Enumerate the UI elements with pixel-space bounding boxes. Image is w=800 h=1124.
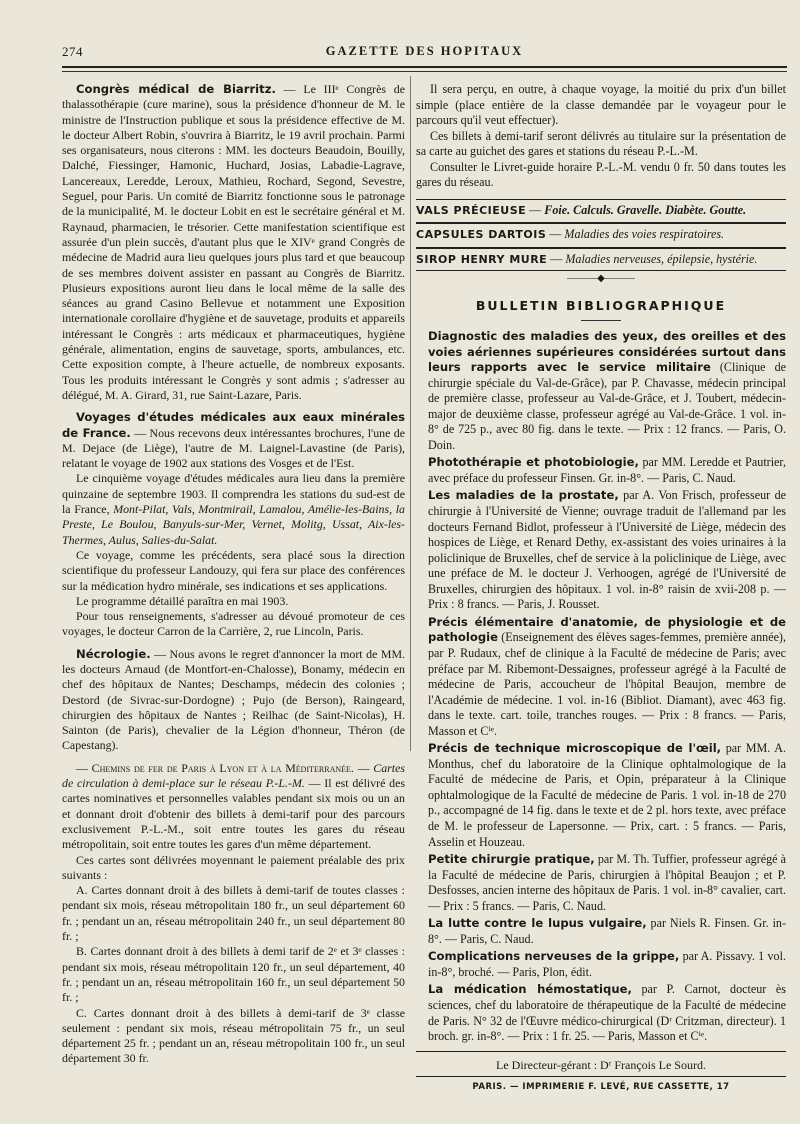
paragraph: B. Cartes donnant droit à des billets à demi tarif de 2ᵉ et 3ᵉ classes : pendant six mois, réseau métropolitain 120 fr., un seul département, 40 fr. ; pendant un an, réseau métropolitain 160 fr., un seul département 50 fr. ;	[62, 944, 405, 1005]
ad-rule	[416, 199, 786, 200]
bibliography-entry: Précis de technique microscopique de l'œil, par MM. A. Monthus, chef du laboratoire de la Clinique ophtalmologique de la Faculté de médecine de Paris, et Opin, préparateur à la Clinique ophtalmologique de la Faculté de médecine de Paris. 1 vol. in-18 de 270 p., accompagné de 14 fig. dans le texte et de 2 pl. hors texte, avec préface de M. le professeur de Lapersonne. — Prix, cart. : 5 francs. — Paris, Asselin et Houzeau.	[428, 741, 786, 849]
ad-rule	[416, 270, 786, 271]
right-column	[416, 82, 786, 1096]
ad-rule	[416, 222, 786, 224]
paragraph: Il sera perçu, en outre, à chaque voyage, la moitié du prix d'un billet simple (place entière de la classe demandée par le voyageur pour le parcours qu'il veut effectuer).	[416, 82, 786, 128]
paragraph: Pour tous renseignements, s'adresser au dévoué promoteur de ces voyages, le docteur Carron de la Carrière, 2, rue Lincoln, Paris.	[62, 609, 405, 639]
news-item-necrologie: Nécrologie. — Nous avons le regret d'annoncer la mort de MM. les docteurs Arnaud (de Montfort-en-Chalosse), Bonamy, médecin en chef des hôpitaux de Nantes; Deschamps, médecin des colonies ; Destord (de Sivrac-sur-Dordogne) ; Pujo (de Berson), Raingeard, chirurgien des hôpitaux de Nantes ; Reilhac (de Saint-Nicolas), H. Sainton (de Paris), chevalier de la Légion d'honneur, Théron (de Capestang).	[62, 646, 405, 753]
header-rule	[62, 66, 787, 68]
bibliography-entry: Les maladies de la prostate, par A. Von Frisch, professeur de chirurgie à l'Université de Vienne; ouvrage traduit de l'allemand par les docteurs Fernand Bidlot, professeur à l'Université de Liège, médecin des hospices de Liège, et Renard Dethy, ex-assistant des voies urinaires à la policlinique de Bruxelles, chef de service à la policlinique de Liège, avec une préface de M. le docteur J. Verhoogen, agrégé de l'Université de Bruxelles, chirurgien des hôpitaux. 1 vol. in-8° raisin de xvii-208 p. — Prix : 8 francs. — Paris, J. Rousset.	[428, 488, 787, 612]
footer-rule	[416, 1076, 786, 1077]
section-title: BULLETIN BIBLIOGRAPHIQUE	[475, 298, 727, 314]
ad-capsules: CAPSULES DARTOIS — Maladies des voies respiratoires.	[416, 227, 725, 242]
column-divider	[410, 76, 411, 751]
paragraph: Ces billets à demi-tarif seront délivrés au titulaire sur la présentation de sa carte au guichet des gares et stations du réseau P.-L.-M.	[416, 128, 786, 159]
bibliography-entry: Précis élémentaire d'anatomie, de physiologie et de pathologie (Enseignement des élèves sages-femmes, première année), par P. Rudaux, chef de clinique à la Faculté de médecine de Paris; avec préface par M. Ribemont-Dessaignes, professeur agrégé à la Faculté de médecine de Paris, accoucheur de l'hôpital Beaujon, membre de l'Académie de médecine. 1 vol. in-16 (Bibliot. Diamant), avec 463 fig. dans le texte. cart. toile, tranches rouges. — Prix : 8 francs. — Paris, Masson et Cⁱᵉ.	[428, 614, 786, 738]
journal-title: GAZETTE DES HOPITAUX	[325, 44, 524, 58]
news-item-chemins-de-fer: — Chemins de fer de Paris à Lyon et à la Méditerranée. — Cartes de circulation à demi-place sur le réseau P.-L.-M. — Il est délivré des cartes nominatives et personnelles valables pendant six mois ou un an et donnant droit d'obtenir des billets à demi-tarif pour des parcours exclusivement P.-L.-M., soit entre toutes les gares du réseau métropolitain, soit entre toutes les gares d'un même département.	[62, 760, 405, 852]
paragraph: Consulter le Livret-guide horaire P.-L.-M. vendu 0 fr. 50 dans toutes les gares du réseau.	[416, 159, 786, 190]
paragraph: A. Cartes donnant droit à des billets à demi-tarif de toutes classes : pendant six mois, réseau métropolitain 180 fr., un seul département 60 fr. ; pendant un an, réseau métropolitain 240 fr., un seul département 80 fr. ;	[62, 883, 405, 944]
header-rule-thin	[62, 71, 787, 72]
news-item-voyages: Voyages d'études médicales aux eaux minérales de France. — Nous recevons deux intéressantes brochures, l'une de M. Dejace (de Liège), l'autre de M. Laignel-Lavastine (de Paris), relatant le voyage de 1902 aux stations des Vosges et de l'Est.	[62, 410, 406, 471]
bibliography-entry: La lutte contre le lupus vulgaire, par Niels R. Finsen. Gr. in-8°. — Paris, C. Naud.	[428, 916, 786, 946]
bibliography-entry: Petite chirurgie pratique, par M. Th. Tuffier, professeur agrégé à la Faculté de médecine de Paris, chirurgien à l'hôpital Beaujon ; et P. Desfosses, ancien interne des hôpitaux de Paris. 1 vol. in-8° cavalier, cart. — Prix : 5 francs. — Paris, C. Naud.	[428, 852, 786, 913]
bibliography-entry: Diagnostic des maladies des yeux, des oreilles et des voies aériennes supérieures considérées surtout dans leurs rapports avec le service militaire (Clinique de chirurgie spéciale du Val-de-Grâce), par P. Chavasse, médecin principal de première classe, professeur au Val-de-Grâce, et J. Toubert, médecin-major de deuxième classe, professeur agrégé au Val-de-Grâce. 1 vol. in-8° de 725 p., avec 80 fig. dans le texte. — Prix : 12 francs. — Paris, O. Doin.	[428, 329, 786, 452]
left-column	[62, 82, 405, 1067]
paragraph: Le cinquième voyage d'études médicales aura lieu dans la première quinzaine de septembre 1903. Il comprendra les stations du sud-est de la France, Mont-Pilat, Vals, Montmirail, Lamalou, Amélie-les-Bains, la Preste, Le Boulou, Banyuls-sur-Mer, Vernet, Molitg, Ussat, Aix-les-Thermes, Aulus, Salies-du-Salat.	[62, 471, 405, 547]
paragraph: Le programme détaillé paraîtra en mai 1903.	[76, 593, 289, 608]
paragraph: Ces cartes sont délivrées moyennant le paiement préalable des prix suivants :	[62, 852, 405, 882]
page-number: 274	[62, 44, 83, 59]
ad-rule	[416, 247, 786, 249]
bibliography-entry: Photothérapie et photobiologie, par MM. Leredde et Pautrier, avec préface du professeur Finsen. Gr. in-8°. — Paris, C. Naud.	[428, 455, 786, 485]
printer-imprint: PARIS. — IMPRIMERIE F. LEVÉ, RUE CASSETTE, 17	[472, 1082, 730, 1093]
paragraph: Ce voyage, comme les précédents, sera placé sous la direction scientifique du professeur Landouzy, qui fera sur place des conférences sur la médication hydro minérale, ses indications et ses applications.	[62, 547, 405, 593]
bibliography-entry: La médication hémostatique, par P. Carnot, docteur ès sciences, chef du laboratoire de thérapeutique de la Faculté de médecine de Paris. N° 32 de l'Œuvre médico-chirurgical (Dʳ Critzman, directeur). 1 broch. gr. in-8°. — Prix : 1 fr. 25. — Paris, Masson et Cⁱᵉ.	[428, 982, 786, 1044]
short-rule	[581, 320, 621, 321]
footer-rule	[416, 1051, 786, 1052]
ad-vals: VALS PRÉCIEUSE — Foie. Calculs. Gravelle. Diabète. Goutte.	[416, 202, 747, 217]
director-signature: Le Directeur-gérant : Dʳ François Le Sourd.	[496, 1057, 706, 1072]
ornament-icon: ———◆———	[567, 273, 635, 285]
paragraph: C. Cartes donnant droit à des billets à demi-tarif de 3ᵉ classe seulement : pendant six mois, réseau métropolitain 75 fr., un seul département 25 fr. ; pendant un an, réseau métropolitain 100 fr., un seul département 30 fr.	[62, 1005, 405, 1066]
page-header	[62, 44, 787, 62]
ad-sirop: SIROP HENRY MURE — Maladies nerveuses, épilepsie, hystérie.	[416, 251, 758, 266]
news-item-biarritz: Congrès médical de Biarritz. — Le IIIᵉ Congrès de thalassothérapie (cure marine), sous la présidence d'honneur de M. le ministre de l'Instruction publique et sous la présidence effective de M. le docteur Albert Robin, s'ouvrira à Biarritz, le 19 avril prochain. Parmi ses organisateurs, nous citerons : MM. les docteurs Beaudoin, Bouilly, Dalché, Fiessinger, Hamonic, Huchard, Josias, Labadie-Lagrave, Lancereaux, Leredde, Leroux, Mathieu, Rochard, Segond, Sevestre, Seguel, pour Paris. Un comité de Biarritz fonctionne sous le patronage de la municipalité, M. le docteur Lobit en est le secrétaire général et M. Raynaud, pharmacien, le trésorier. Cette manifestation scientifique est assurée d'un plein succès, d'autant plus que le XIVᵉ grand Congrès de médecine de Madrid aura lieu quelques jours plus tard et que beaucoup de ses membres doivent assister en passant au Congrès de Biarritz. Plusieurs expositions auront lieu dans le local même de la salle des séances au grand Casino Bellevue et notamment une Exposition internationale corollaire d'hygiène et de sauvetage, produits et appareils intéressant le Congrès : arts médicaux et pharmaceutiques, hygiène générale, alimentation, engins de sauvetage, sports, ambulances, etc. Cette exposition compte, à l'heure actuelle, de nombreux exposants. Tous les produits intéressant le Congrès y sont admis ; s'adresser au délégué, M. A. Girard, 31, rue Saint-Lazare, Paris.	[62, 82, 406, 402]
bibliography-entry: Complications nerveuses de la grippe, par A. Pissavy. 1 vol. in-8°, broché. — Paris, Plon, édit.	[428, 949, 786, 979]
